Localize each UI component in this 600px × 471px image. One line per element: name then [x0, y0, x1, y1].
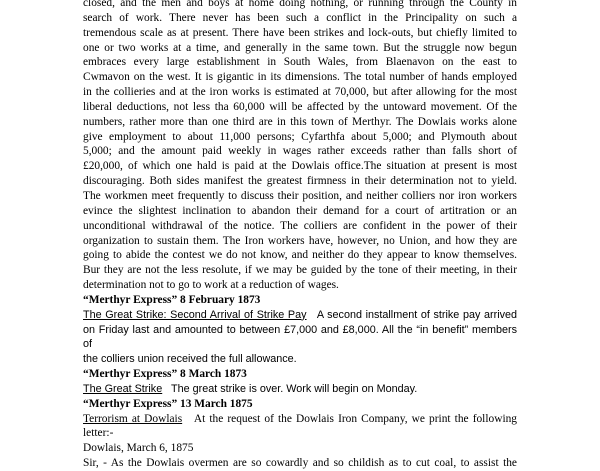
- source-header: “Merthyr Express” 8 March 1873: [83, 368, 247, 381]
- text-line: liberal deductions, not less tha 60,000 will be affected by the untoward movement. Of the: [83, 100, 517, 113]
- entry-text: A second installment of strike pay arrived: [316, 308, 517, 321]
- text-line: going to abide the contest we do not know, and neither do they appear to know themselves.: [83, 249, 517, 262]
- entry-text: The great strike is over. Work will begin on Monday.: [171, 382, 418, 395]
- entry-first-line: [83, 308, 517, 323]
- text-line: embraces every large establishment in South Wales, from Blaenavon on the east to: [83, 56, 517, 69]
- text-line: in the collieries and at the iron works is estimated at 70,000, but after allowing for the most: [83, 86, 517, 99]
- text-line: one or two works at a time, and generally in the same town. But the struggle now begun: [83, 41, 517, 54]
- entry-title: The Great Strike: [83, 382, 163, 395]
- entry-title: The Great Strike: Second Arrival of Strike Pay: [83, 308, 307, 321]
- text-line: Bur they are not the less resolute, if we may be guided by the tone of their meeting, in their: [83, 264, 517, 277]
- text-line: the colliers union received the full allowance.: [83, 353, 297, 366]
- text-line: search of work. There never has been such a conflict in the Principality on such a: [83, 11, 517, 24]
- source-header: “Merthyr Express” 8 February 1873: [83, 293, 261, 306]
- document-text: [83, 0, 517, 471]
- entry-title: Terrorism at Dowlais: [83, 412, 183, 425]
- text-line: give employment to about 11,000 persons; Cyfarthfa about 5,000; and Plymouth about: [83, 130, 517, 143]
- text-line: determination not to go to work at a reduction of wages.: [83, 279, 339, 292]
- text-line: Cwmavon on the west. It is gigantic in its dimensions. The total number of hands employed: [83, 71, 517, 84]
- text-line: discouraging. Both sides manifest the greatest firmness in their determination not to yield.: [83, 175, 517, 188]
- text-line: 5,000; and the amount paid weekly in wages rather exceeds rather than falls short of: [83, 145, 517, 158]
- text-line: organization to sustain them. The Iron workers have, however, no Union, and how they are: [83, 234, 517, 247]
- text-line: £20,000, of which one hald is paid at the Dowlais office.The situation at present is most: [83, 160, 517, 173]
- entry-first-line: [83, 412, 517, 427]
- text-line: closed, and the men and boys at home doing nothing, or running through the County in: [83, 0, 517, 9]
- text-line: The workmen meet frequently to discuss their position, and neither colliers nor iron workers: [83, 189, 517, 202]
- text-line: unconditional withdrawal of the notice. The colliers are confident in the power of their: [83, 219, 517, 232]
- entry-text: At the request of the Dowlais Iron Company, we print the following: [193, 412, 517, 425]
- text-line: tremendous scale as at present. There have been strikes and lock-outs, but chiefly limited to: [83, 26, 517, 39]
- entry-first-line: [83, 382, 517, 397]
- text-line: evince the slightest inclination to abandon their demand for a court of artitration or an: [83, 204, 517, 217]
- text-line: letter:-: [83, 427, 114, 440]
- article-paragraph: [83, 0, 517, 293]
- text-line: numbers, rather more than one third are in this town of Merthyr. The Dowlais works alone: [83, 115, 517, 128]
- letter-date: Dowlais, March 6, 1875: [83, 442, 194, 455]
- text-line: on Friday last and amounted to between £7,000 and £8,000. All the “in benefit” members of: [83, 323, 517, 351]
- letter-salutation: Sir, - As the Dowlais overmen are so cowardly and so childish as to cut coal, to assist the: [83, 457, 517, 470]
- source-header: “Merthyr Express” 13 March 1875: [83, 397, 253, 410]
